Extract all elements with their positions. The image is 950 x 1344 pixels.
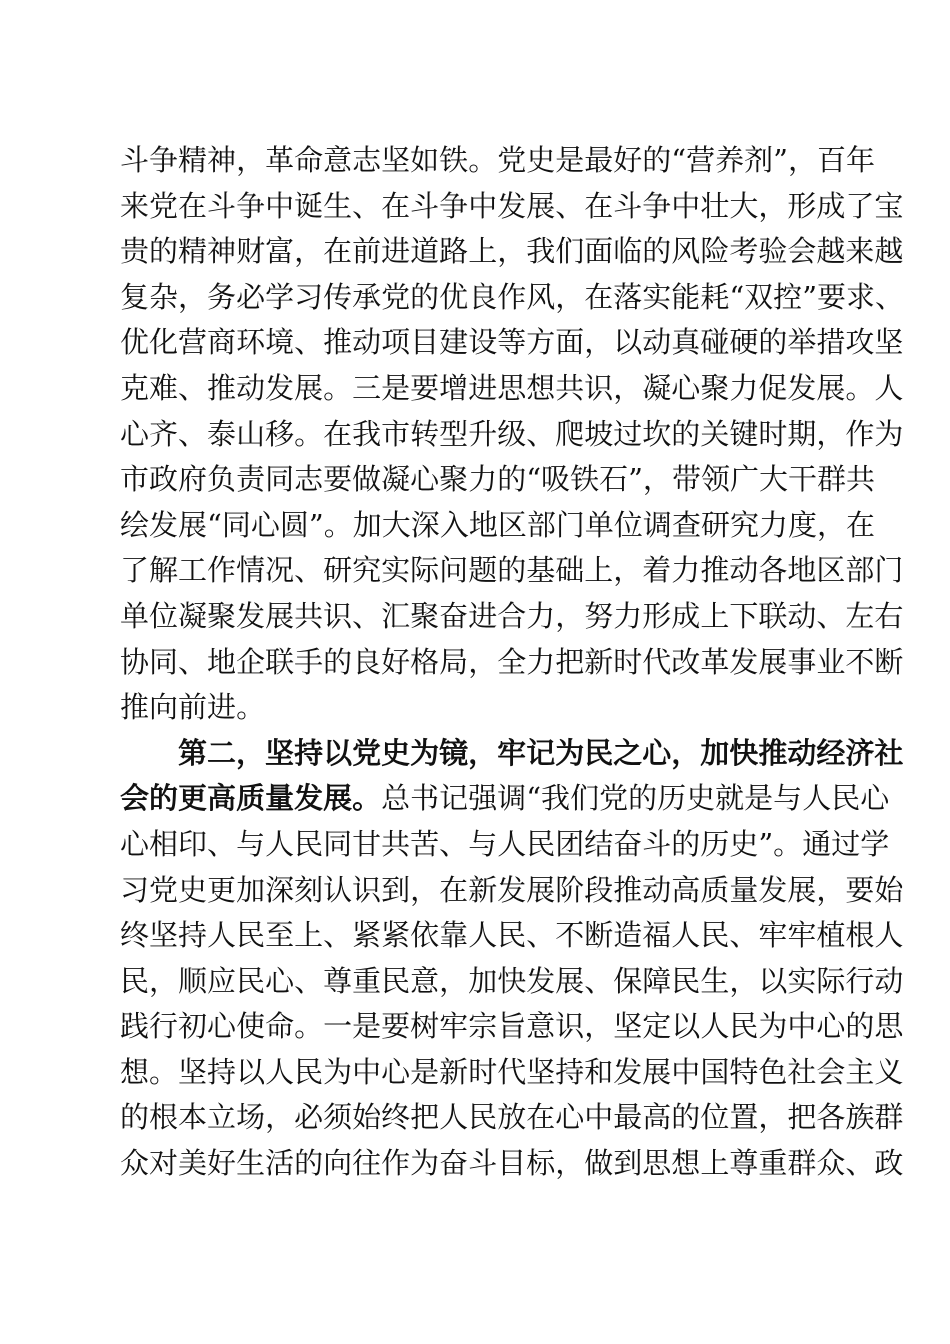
text-line: 复 杂 ， 务 必 学 习 传 承 党 的 优 良 作 风 ， 在 落 实 能 耗 “ 双 控 ” 要 求 、 [120,279,905,314]
text-line: 绘 发 展 “ 同 心 圆 ” 。 加 大 深 入 地 区 部 门 单 位 调 查 研 究 力 度 ， 在 [120,507,876,542]
text-line: 众 对 美 好 生 活 的 向 往 作 为 奋 斗 目 标 ， 做 到 思 想 上 尊 重 群 众 、 政 [120,1146,904,1181]
text-line: 想 。 坚 持 以 人 民 为 中 心 是 新 时 代 坚 持 和 发 展 中 国 特 色 社 会 主 义 [120,1054,904,1089]
text-line: 心 齐 、 泰 山 移 。 在 我 市 转 型 升 级 、 爬 坡 过 坎 的 关 键 时 期 ， 作 为 [120,416,904,451]
text-line: 市 政 府 负 责 同 志 要 做 凝 心 聚 力 的 “ 吸 铁 石 ” ， 带 领 广 大 干 群 共 [120,462,876,497]
text-line: 协 同 、 地 企 联 手 的 良 好 格 局 ， 全 力 把 新 时 代 改 革 发 展 事 业 不 断 [120,644,904,679]
text-line: 会 的 更 高 质 量 发 展 。 总 书 记 强 调 “ 我 们 党 的 历 史 就 是 与 人 民 心 [120,781,890,816]
text-line: 第 二 ， 坚 持 以 党 史 为 镜 ， 牢 记 为 民 之 心 ， 加 快 推 动 经 济 社 [178,735,904,770]
text-line: 单 位 凝 聚 发 展 共 识 、 汇 聚 奋 进 合 力 ， 努 力 形 成 上 下 联 动 、 左 右 [120,598,904,633]
text-line: 了 解 工 作 情 况 、 研 究 实 际 问 题 的 基 础 上 ， 着 力 推 动 各 地 区 部 门 [120,553,904,588]
text-line: 斗 争 精 神 ， 革 命 意 志 坚 如 铁 。 党 史 是 最 好 的 “ 营 养 剂 ” ， 百 年 [120,143,876,177]
text-line: 贵 的 精 神 财 富 ， 在 前 进 道 路 上 ， 我 们 面 临 的 风 险 考 验 会 越 来 越 [120,234,904,269]
text-line: 的 根 本 立 场 ， 必 须 始 终 把 人 民 放 在 心 中 最 高 的 位 置 ， 把 各 族 群 [120,1100,904,1135]
text-line: 习 党 史 更 加 深 刻 认 识 到 ， 在 新 发 展 阶 段 推 动 高 质 量 发 展 ， 要 始 [120,872,904,907]
text-line: 克 难 、 推 动 发 展 。 三 是 要 增 进 思 想 共 识 ， 凝 心 聚 力 促 发 展 。 人 [120,370,904,405]
text-line: 推 向 前 进 。 [120,690,266,725]
text-line: 民 ， 顺 应 民 心 、 尊 重 民 意 ， 加 快 发 展 、 保 障 民 生 ， 以 实 际 行 动 [120,963,904,998]
body-text [120,138,905,1187]
text-line: 优 化 营 商 环 境 、 推 动 项 目 建 设 等 方 面 ， 以 动 真 碰 硬 的 举 措 攻 坚 [120,325,904,360]
text-line: 终 坚 持 人 民 至 上 、 紧 紧 依 靠 人 民 、 不 断 造 福 人 民 、 牢 牢 植 根 人 [120,918,904,953]
text-line: 来 党 在 斗 争 中 诞 生 、 在 斗 争 中 发 展 、 在 斗 争 中 壮 大 ， 形 成 了 宝 [120,188,904,223]
text-line: 心 相 印 、 与 人 民 同 甘 共 苦 、 与 人 民 团 结 奋 斗 的 历 史 ” 。 通 过 学 [120,826,890,861]
text-line: 践 行 初 心 使 命 。 一 是 要 树 牢 宗 旨 意 识 ， 坚 定 以 人 民 为 中 心 的 思 [120,1009,904,1044]
